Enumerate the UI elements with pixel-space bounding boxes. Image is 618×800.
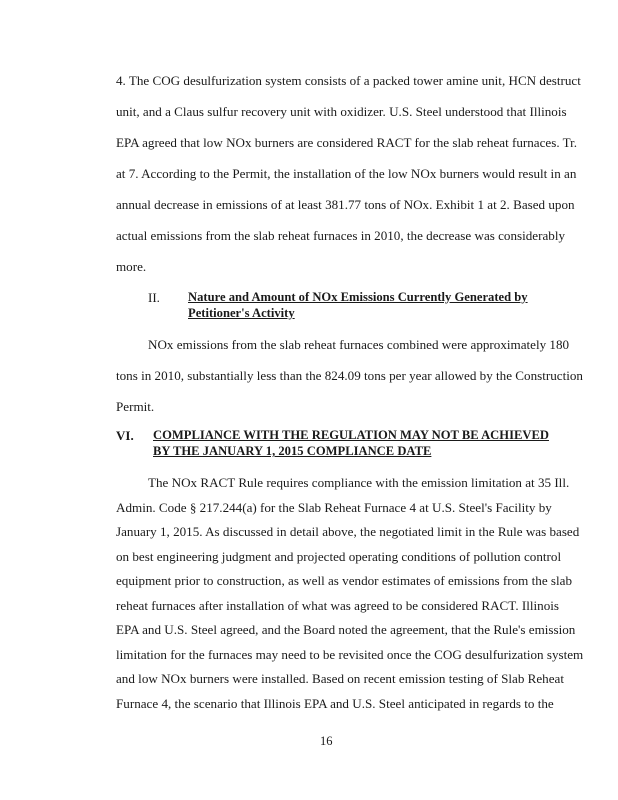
text-line: Admin. Code § 217.244(a) for the Slab Reheat Furnace 4 at U.S. Steel's Facility by <box>116 500 552 515</box>
text-line: and low NOx burners were installed. Based on recent emission testing of Slab Reheat <box>116 671 564 686</box>
section-number: II. <box>148 290 160 305</box>
text-line: reheat furnaces after installation of what was agreed to be considered RACT. Illinois <box>116 598 559 613</box>
section-number: VI. <box>116 428 134 443</box>
text-line: 4. The COG desulfurization system consists of a packed tower amine unit, HCN destruct <box>116 73 581 88</box>
text-line: limitation for the furnaces may need to be revisited once the COG desulfurization system <box>116 647 584 662</box>
section-title-line: BY THE JANUARY 1, 2015 COMPLIANCE DATE <box>153 444 432 458</box>
text-line: EPA agreed that low NOx burners are considered RACT for the slab reheat furnaces. Tr. <box>116 135 578 150</box>
text-line: Furnace 4, the scenario that Illinois EPA and U.S. Steel anticipated in regards to the <box>116 696 554 711</box>
section-title-line: Petitioner's Activity <box>188 306 295 320</box>
text-line: equipment prior to construction, as well as vendor estimates of emissions from the slab <box>116 573 573 588</box>
text-line: tons in 2010, substantially less than the 824.09 tons per year allowed by the Construction <box>116 368 583 383</box>
text-line: Permit. <box>116 399 155 414</box>
text-line: annual decrease in emissions of at least 381.77 tons of NOx. Exhibit 1 at 2. Based upon <box>116 197 575 212</box>
text-line: EPA and U.S. Steel agreed, and the Board noted the agreement, that the Rule's emission <box>116 622 576 637</box>
section-title-line: COMPLIANCE WITH THE REGULATION MAY NOT BE ACHIEVED <box>153 428 549 442</box>
section-title-line: Nature and Amount of NOx Emissions Currently Generated by <box>188 290 528 304</box>
page-number: 16 <box>320 734 333 748</box>
text-line: actual emissions from the slab reheat furnaces in 2010, the decrease was considerably <box>116 228 566 243</box>
text-line: January 1, 2015. As discussed in detail above, the negotiated limit in the Rule was based <box>116 524 580 539</box>
text-line: The NOx RACT Rule requires compliance with the emission limitation at 35 Ill. <box>148 475 570 490</box>
text-line: on best engineering judgment and projected operating conditions of pollution control <box>116 549 562 564</box>
text-line: NOx emissions from the slab reheat furnaces combined were approximately 180 <box>148 337 570 352</box>
text-line: more. <box>116 259 147 274</box>
text-line: unit, and a Claus sulfur recovery unit with oxidizer. U.S. Steel understood that Illinois <box>116 104 567 119</box>
text-line: at 7. According to the Permit, the installation of the low NOx burners would result in an <box>116 166 577 181</box>
